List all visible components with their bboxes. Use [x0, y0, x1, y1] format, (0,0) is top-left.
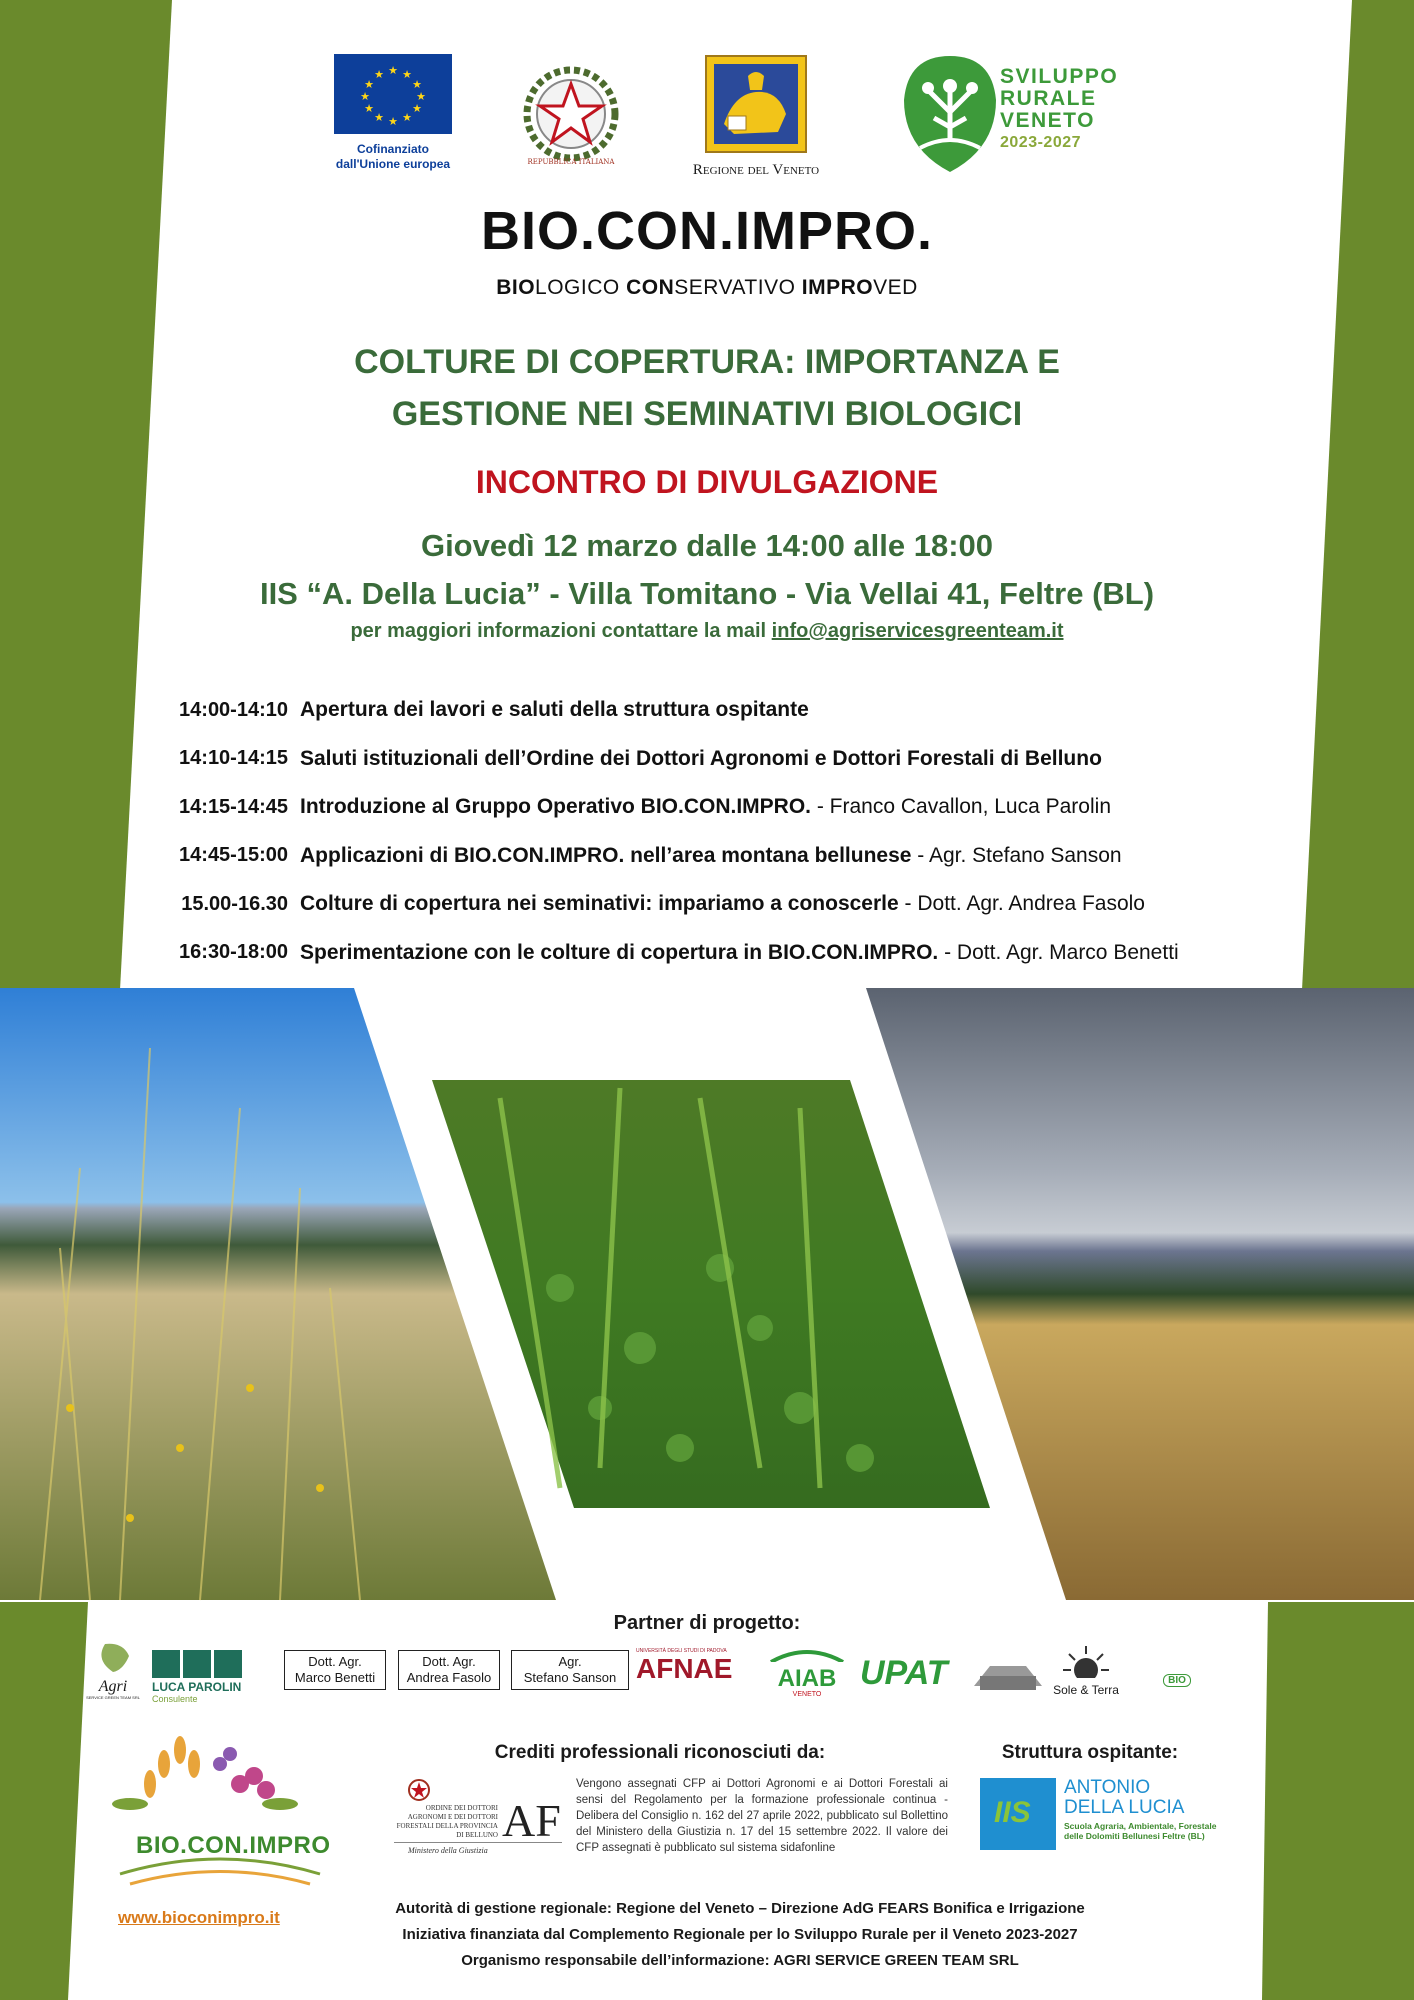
partner-benetti: [284, 1650, 386, 1690]
bio-farm-script: [1134, 1648, 1220, 1670]
program-row: [150, 735, 1310, 784]
program-row: [150, 832, 1310, 881]
psr-line1: SVILUPPO: [1000, 65, 1119, 88]
website-link[interactable]: www.bioconimpro.it: [118, 1908, 280, 1927]
ordine-text: ORDINE DEI DOTTORI AGRONOMI E DEI DOTTORI FORESTALI DELLA PROVINCIA DI BELLUNO: [396, 1804, 498, 1839]
info-email-link[interactable]: info@agriservicesgreenteam.it: [771, 620, 1064, 642]
program-title: Introduzione al Gruppo Operativo BIO.CON.IMPRO.: [300, 795, 812, 819]
program-time: 14:45-15:00: [179, 844, 288, 867]
partners-title: Partner di progetto:: [613, 1612, 801, 1634]
event-venue: IIS “A. Della Lucia” - Villa Tomitano - Via Vellai 41, Feltre (BL): [259, 576, 1155, 611]
aiab-arc-icon: [767, 1648, 847, 1662]
subtitle-bold-0: BIO: [496, 276, 536, 299]
event-type: INCONTRO DI DIVULGAZIONE: [475, 464, 939, 500]
footer-line1: Autorità di gestione regionale: Regione del Veneto – Direzione AdG FEARS Bonifica e Irrigazione: [395, 1900, 1085, 1917]
program-speaker: - Franco Cavallon, Luca Parolin: [811, 795, 1111, 819]
agri-logo-small: SERVICE GREEN TEAM SRL: [86, 1695, 140, 1700]
info-line: [0, 620, 1414, 643]
footer-line3: Organismo responsabile dell’informazione: AGRI SERVICE GREEN TEAM SRL: [461, 1952, 1019, 1969]
program-speaker: - Agr. Stefano Sanson: [911, 843, 1122, 867]
psr-line2: RURALE: [1000, 87, 1097, 110]
partner-sanson-l1: Agr.: [558, 1654, 582, 1669]
sole-terra-text: Sole & Terra: [1053, 1683, 1119, 1697]
agri-service-logo: [80, 1640, 146, 1710]
cover-crop-photo: [432, 1080, 990, 1508]
host-title: Struttura ospitante:: [1001, 1742, 1179, 1763]
svg-text:★: ★: [412, 78, 422, 91]
subtitle-rest-1: SERVATIVO: [674, 276, 802, 299]
host-desc: Scuola Agraria, Ambientale, Forestale delle Dolomiti Bellunesi Feltre (BL): [1064, 1821, 1217, 1841]
svg-text:★: ★: [374, 111, 384, 124]
photo-collage: [0, 988, 1414, 1603]
aiab-sub: VENETO: [792, 1691, 822, 1698]
psr-veneto-logo: [900, 52, 1130, 176]
partner-benetti-l1: Dott. Agr.: [308, 1654, 362, 1669]
svg-text:★: ★: [388, 115, 398, 128]
program-description: [300, 941, 1179, 965]
upat-logo: UPAT: [860, 1654, 948, 1692]
topic-line2: GESTIONE NEI SEMINATIVI BIOLOGICI: [391, 395, 1023, 433]
farm-building-icon: [970, 1646, 1046, 1696]
ministero-text: Ministero della Giustizia: [408, 1846, 488, 1855]
program-title: Saluti istituzionali dell’Ordine dei Dottori Agronomi e Dottori Forestali di Belluno: [300, 746, 1102, 770]
wheat-field-photo: [866, 988, 1414, 1600]
program-time: 14:00-14:10: [179, 698, 288, 721]
program-title: Apertura dei lavori e saluti della struttura ospitante: [300, 698, 809, 722]
event-title: BIO.CON.IMPRO.: [480, 201, 933, 261]
italy-seal-text: REPUBBLICA ITALIANA: [527, 158, 615, 166]
host-logo: [980, 1778, 1220, 1850]
program-description: [300, 698, 809, 722]
credits-body: Vengono assegnati CFP ai Dottori Agronomi e ai Dottori Forestali ai sensi del Regolamento per la formazione professionale continua - Delibera del Consiglio n. 162 del 27 aprile 2022, pubblicato sul Bollettino del Ministero della Giustizia n. 17 del 15 settembre 2022. Il valore dei CFP assegnati è pubblicato sul sistema sidafonline: [576, 1778, 948, 1854]
brand-logo-text: BIO.CON.IMPRO: [136, 1832, 331, 1859]
iis-text: IIS: [994, 1796, 1031, 1829]
program-time: 15.00-16.30: [181, 892, 288, 915]
program-row: [150, 783, 1310, 832]
partner-sanson-l2: Stefano Sanson: [523, 1670, 617, 1685]
partner-fasolo-l2: Andrea Fasolo: [406, 1670, 492, 1685]
partner-sanson: [511, 1650, 629, 1690]
svg-text:★: ★: [374, 68, 384, 81]
svg-text:★: ★: [388, 64, 398, 77]
psr-line3: VENETO: [1000, 109, 1095, 132]
program-title: Colture di copertura nei seminativi: impariamo a conoscerle: [300, 892, 899, 916]
svg-text:★: ★: [412, 102, 422, 115]
iis-badge: [980, 1778, 1056, 1850]
program-speaker: - Dott. Agr. Marco Benetti: [938, 940, 1179, 964]
eu-flag-icon: [334, 54, 452, 134]
meadow-photo: [0, 988, 556, 1600]
program-row: [150, 929, 1310, 978]
ordine-emblem-icon: [404, 1778, 434, 1802]
svg-text:★: ★: [360, 90, 370, 103]
svg-text:★: ★: [402, 68, 412, 81]
eu-logo: [328, 54, 458, 172]
topic-heading: [0, 336, 1414, 440]
afnae-logo: [636, 1648, 758, 1684]
footer-line2: Iniziativa finanziata dal Complemento Regionale per lo Sviluppo Rurale per il Veneto 2023-2027: [402, 1926, 1078, 1943]
wheat-flowers-icon: [90, 1724, 350, 1894]
program-title: Applicazioni di BIO.CON.IMPRO. nell’area montana bellunese: [300, 843, 912, 867]
agri-logo-text: Agri: [98, 1678, 128, 1695]
program-speaker: - Dott. Agr. Andrea Fasolo: [898, 892, 1145, 916]
svg-text:★: ★: [364, 102, 374, 115]
partner-fasolo-l1: Dott. Agr.: [422, 1654, 476, 1669]
program-description: [300, 844, 1122, 868]
aiab-logo: [764, 1648, 850, 1698]
af-mark: AF: [502, 1795, 561, 1846]
italy-emblem: [518, 56, 624, 176]
regione-caption: Regione del Veneto: [692, 162, 820, 178]
sole-terra-logo: [1046, 1644, 1126, 1697]
eu-caption: [328, 142, 458, 172]
eu-caption-line2: dall'Unione europea: [335, 157, 451, 171]
italy-star-icon: [518, 56, 624, 176]
luca-parolin-logo: [152, 1650, 278, 1704]
program-row: [150, 686, 1310, 735]
program-description: [300, 892, 1145, 916]
program-list: [150, 686, 1310, 977]
bio-badge: BIO: [1163, 1674, 1191, 1687]
leaf-icon: [93, 1640, 133, 1674]
afnae-top: UNIVERSITÀ DEGLI STUDI DI PADOVA: [636, 1648, 727, 1654]
psr-text: [1000, 66, 1118, 154]
luca-parolin-sub: Consulente: [152, 1694, 198, 1704]
psr-years: 2023-2027: [1000, 134, 1082, 151]
host-name-line1: ANTONIO: [1064, 1777, 1151, 1798]
lion-icon: [704, 54, 808, 154]
host-name-line2: DELLA LUCIA: [1064, 1797, 1185, 1818]
program-title: Sperimentazione con le colture di copertura in BIO.CON.IMPRO.: [300, 940, 939, 964]
program-description: [300, 747, 1102, 771]
credits-title: Crediti professionali riconosciuti da:: [494, 1742, 826, 1763]
ordine-logo: [394, 1778, 564, 1858]
subtitle-rest-0: LOGICO: [535, 276, 627, 299]
partner-benetti-l2: Marco Benetti: [294, 1670, 376, 1685]
aiab-text: AIAB: [777, 1665, 837, 1692]
svg-text:★: ★: [402, 111, 412, 124]
bio-farm-logo: [1134, 1648, 1220, 1688]
svg-text:★: ★: [416, 90, 426, 103]
event-date: Giovedì 12 marzo dalle 14:00 alle 18:00: [420, 528, 994, 563]
subtitle-bold-2: IMPRO: [801, 276, 874, 299]
topic-line1: COLTURE DI COPERTURA: IMPORTANZA E: [354, 343, 1060, 381]
bioconimpro-logo: [90, 1724, 350, 1894]
sun-icon: [1061, 1644, 1111, 1678]
subtitle-rest-2: VED: [873, 276, 918, 299]
program-description: [300, 795, 1111, 819]
luca-parolin-name: LUCA PAROLIN: [152, 1680, 242, 1694]
tree-icon: [900, 52, 1000, 176]
afnae-text: AFNAE: [636, 1653, 733, 1684]
regione-veneto-logo: [676, 54, 836, 179]
subtitle-bold-1: CON: [626, 276, 675, 299]
partner-fasolo: [398, 1650, 500, 1690]
program-time: 16:30-18:00: [179, 941, 288, 964]
program-row: [150, 880, 1310, 929]
svg-text:★: ★: [364, 78, 374, 91]
eu-caption-line1: Cofinanziato: [357, 142, 429, 156]
program-time: 14:10-14:15: [179, 747, 288, 770]
event-subtitle: [0, 276, 1414, 300]
info-prefix: per maggiori informazioni contattare la mail: [350, 620, 772, 642]
program-time: 14:15-14:45: [179, 795, 288, 818]
